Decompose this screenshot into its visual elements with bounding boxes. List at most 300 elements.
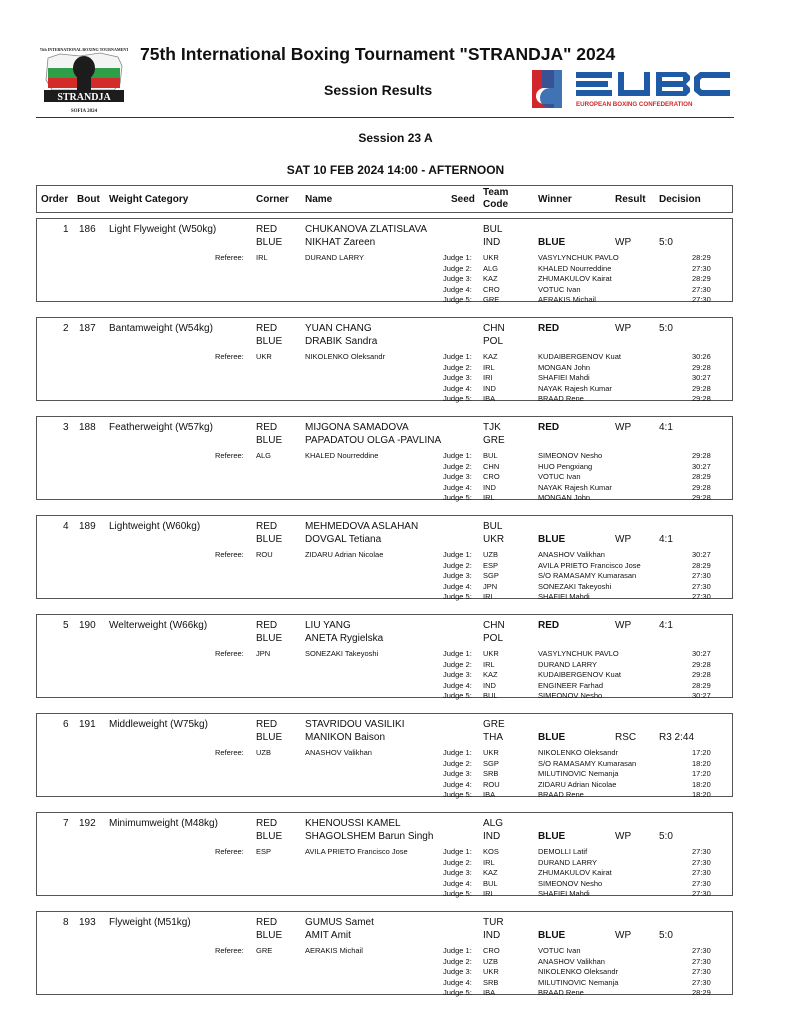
blue-team-code: UKR: [483, 534, 505, 545]
decision: 5:0: [659, 323, 673, 334]
judge-score: 27:30: [692, 295, 711, 304]
bout-number: 192: [79, 818, 96, 829]
judge-team: UZB: [483, 956, 498, 966]
judge-score: 28:29: [692, 560, 711, 570]
blue-team-code: IND: [483, 237, 501, 248]
weight-category: Welterweight (W66kg): [109, 620, 208, 631]
referee-label: Referee:: [215, 748, 244, 757]
judge-label: Judge 3:: [443, 571, 472, 580]
svg-text:SOFIA 2024: SOFIA 2024: [70, 109, 98, 114]
judge-label: Judge 5:: [443, 889, 472, 898]
result: WP: [615, 422, 632, 433]
blue-team-code: POL: [483, 633, 504, 644]
decision: R3 2:44: [659, 732, 695, 743]
judge-team: IRI: [483, 373, 493, 382]
judge-score: 30:27: [692, 373, 711, 382]
decision: 5:0: [659, 930, 673, 941]
referee-team: ROU: [256, 550, 273, 559]
judge-name: BRAAD Rene: [538, 790, 584, 799]
corner-blue: BLUE: [256, 237, 283, 248]
judge-score: 30:27: [692, 550, 711, 559]
corner-blue: BLUE: [256, 534, 283, 545]
judge-label: Judge 1:: [443, 253, 472, 262]
bout-row: [36, 812, 733, 896]
judge-label: Judge 1:: [443, 847, 472, 856]
judge-name: DURAND LARRY: [538, 659, 598, 669]
red-boxer-name: GUMUS Samet: [305, 917, 374, 928]
judge-label: Judge 4:: [443, 977, 472, 987]
judge-team: SGP: [483, 571, 499, 580]
corner-red: RED: [256, 323, 278, 334]
judge-score: 28:29: [692, 253, 711, 262]
col-name: Name: [305, 194, 333, 205]
judge-name: MILUTINOVIC Nemanja: [538, 769, 619, 778]
weight-category: Minimumweight (M48kg): [109, 818, 218, 829]
bout-row: [36, 515, 733, 599]
judge-score: 17:20: [692, 769, 711, 778]
order-number: 3: [63, 422, 69, 433]
judge-name: VOTUC Ivan: [538, 284, 581, 294]
strandja-logo: [40, 44, 128, 116]
judge-name: VASYLYNCHUK PAVLO: [538, 649, 619, 658]
red-team-code: BUL: [483, 224, 503, 235]
judge-team: SRB: [483, 977, 499, 987]
bout-number: 188: [79, 422, 96, 433]
judge-label: Judge 5:: [443, 493, 472, 502]
judge-name: ANASHOV Valikhan: [538, 956, 605, 966]
judge-name: SIMEONOV Nesho: [538, 451, 603, 460]
bout-number: 191: [79, 719, 96, 730]
judge-label: Judge 4:: [443, 779, 472, 789]
judge-score: 27:30: [692, 977, 711, 987]
corner-red: RED: [256, 818, 278, 829]
red-boxer-name: YUAN CHANG: [305, 323, 372, 334]
judge-score: 30:26: [692, 352, 711, 361]
referee-name: KHALED Nourreddine: [305, 451, 379, 460]
col-order: Order: [41, 194, 69, 205]
red-boxer-name: MIJGONA SAMADOVA: [305, 422, 409, 433]
col-team-code: Team Code: [483, 187, 509, 210]
judge-team: BUL: [483, 451, 498, 460]
judge-score: 28:29: [692, 680, 711, 690]
session-date: SAT 10 FEB 2024 14:00 - AFTERNOON: [286, 163, 505, 177]
col-decision: Decision: [659, 194, 701, 205]
referee-name: DURAND LARRY: [305, 253, 365, 262]
judge-score: 29:28: [692, 670, 711, 679]
result: WP: [615, 831, 632, 842]
referee-name: SONEZAKI Takeyoshi: [305, 649, 379, 658]
judge-team: IRL: [483, 362, 495, 372]
winner: RED: [538, 620, 560, 631]
judge-name: DURAND LARRY: [538, 857, 598, 867]
decision: 4:1: [659, 534, 673, 545]
judge-label: Judge 5:: [443, 394, 472, 403]
judge-score: 27:30: [692, 956, 711, 966]
result: WP: [615, 323, 632, 334]
blue-boxer-name: DOVGAL Tetiana: [305, 534, 382, 545]
order-number: 5: [63, 620, 69, 631]
judge-name: MONGAN John: [538, 493, 591, 502]
judge-team: BUL: [483, 878, 498, 888]
red-boxer-name: LIU YANG: [305, 620, 351, 631]
winner: BLUE: [538, 237, 566, 248]
result: RSC: [615, 732, 637, 743]
judge-team: IBA: [483, 790, 496, 799]
judge-score: 29:28: [692, 659, 711, 669]
judge-score: 28:29: [692, 472, 711, 481]
judge-label: Judge 3:: [443, 868, 472, 877]
judge-score: 27:30: [692, 967, 711, 976]
col-bout: Bout: [77, 194, 100, 205]
red-team-code: BUL: [483, 521, 503, 532]
svg-text:EUROPEAN BOXING CONFEDERATION: EUROPEAN BOXING CONFEDERATION: [576, 101, 693, 108]
judge-label: Judge 1:: [443, 550, 472, 559]
blue-boxer-name: DRABIK Sandra: [305, 336, 378, 347]
bout-row: [36, 911, 733, 995]
judge-score: 27:30: [692, 592, 711, 601]
judge-team: CRO: [483, 284, 500, 294]
judge-label: Judge 4:: [443, 878, 472, 888]
judge-name: S/O RAMASAMY Kumarasan: [538, 758, 637, 768]
judge-team: IND: [483, 383, 496, 393]
referee-team: JPN: [256, 649, 271, 658]
result: WP: [615, 620, 632, 631]
corner-red: RED: [256, 224, 278, 235]
referee-label: Referee:: [215, 649, 244, 658]
corner-red: RED: [256, 917, 278, 928]
judge-team: IND: [483, 680, 496, 690]
blue-boxer-name: SHAGOLSHEM Barun Singh: [305, 831, 434, 842]
table-header: [36, 185, 733, 213]
judge-team: KAZ: [483, 670, 498, 679]
judge-name: NAYAK Rajesh Kumar: [538, 482, 612, 492]
judge-name: VASYLYNCHUK PAVLO: [538, 253, 619, 262]
page-subtitle: Session Results: [324, 82, 433, 98]
judge-score: 27:30: [692, 263, 711, 273]
order-number: 8: [63, 917, 69, 928]
judge-name: AVILA PRIETO Francisco Jose: [538, 560, 641, 570]
referee-label: Referee:: [215, 550, 244, 559]
judge-label: Judge 4:: [443, 680, 472, 690]
judge-score: 18:20: [692, 790, 711, 799]
judge-name: BRAAD Rene: [538, 394, 584, 403]
corner-blue: BLUE: [256, 336, 283, 347]
judge-score: 30:27: [692, 649, 711, 658]
judge-label: Judge 5:: [443, 691, 472, 700]
col-winner: Winner: [538, 194, 572, 205]
judge-score: 27:30: [692, 284, 711, 294]
corner-blue: BLUE: [256, 831, 283, 842]
red-boxer-name: MEHMEDOVA ASLAHAN: [305, 521, 419, 532]
judge-team: ALG: [483, 263, 499, 273]
judge-score: 29:28: [692, 493, 711, 502]
bout-number: 189: [79, 521, 96, 532]
judge-label: Judge 2:: [443, 263, 472, 273]
judge-label: Judge 3:: [443, 373, 472, 382]
judge-name: VOTUC Ivan: [538, 946, 581, 955]
judge-score: 27:30: [692, 889, 711, 898]
judge-name: ZHUMAKULOV Kairat: [538, 274, 612, 283]
judge-score: 29:28: [692, 394, 711, 403]
referee-name: ZIDARU Adrian Nicolae: [305, 550, 384, 559]
judge-label: Judge 3:: [443, 472, 472, 481]
judge-score: 27:30: [692, 847, 711, 856]
judge-team: KOS: [483, 847, 499, 856]
judge-label: Judge 4:: [443, 383, 472, 393]
decision: 5:0: [659, 831, 673, 842]
weight-category: Light Flyweight (W50kg): [109, 224, 217, 235]
judge-label: Judge 1:: [443, 451, 472, 460]
judge-label: Judge 4:: [443, 482, 472, 492]
referee-team: ALG: [256, 451, 272, 460]
judge-team: JPN: [483, 581, 498, 591]
blue-boxer-name: MANIKON Baison: [305, 732, 386, 743]
judge-team: BUL: [483, 691, 498, 700]
judge-label: Judge 2:: [443, 461, 472, 471]
bout-row: [36, 416, 733, 500]
judge-name: HUO Pengxiang: [538, 461, 593, 471]
result: WP: [615, 237, 632, 248]
judge-label: Judge 1:: [443, 748, 472, 757]
judge-score: 30:27: [692, 461, 711, 471]
order-number: 7: [63, 818, 69, 829]
judge-team: UZB: [483, 550, 498, 559]
referee-label: Referee:: [215, 451, 244, 460]
referee-team: UZB: [256, 748, 271, 757]
judge-label: Judge 3:: [443, 670, 472, 679]
weight-category: Bantamweight (W54kg): [109, 323, 213, 334]
judge-label: Judge 2:: [443, 956, 472, 966]
judge-score: 17:20: [692, 748, 711, 757]
red-team-code: TUR: [483, 917, 504, 928]
judge-name: SHAFIEI Mahdi: [538, 373, 590, 382]
weight-category: Featherweight (W57kg): [109, 422, 213, 433]
judge-team: IRI: [483, 889, 493, 898]
weight-category: Lightweight (W60kg): [109, 521, 201, 532]
judge-label: Judge 1:: [443, 946, 472, 955]
judge-label: Judge 3:: [443, 274, 472, 283]
judge-name: VOTUC Ivan: [538, 472, 581, 481]
judge-team: ESP: [483, 560, 499, 570]
judge-name: ANASHOV Valikhan: [538, 550, 605, 559]
judge-team: IRI: [483, 592, 493, 601]
judge-label: Judge 2:: [443, 659, 472, 669]
judge-score: 29:28: [692, 362, 711, 372]
judge-name: SHAFIEI Mahdi: [538, 592, 590, 601]
judge-team: KAZ: [483, 868, 498, 877]
judge-name: KUDAIBERGENOV Kuat: [538, 352, 621, 361]
weight-category: Middleweight (W75kg): [109, 719, 208, 730]
referee-name: AERAKIS Michail: [305, 946, 363, 955]
decision: 5:0: [659, 237, 673, 248]
referee-team: GRE: [256, 946, 273, 955]
order-number: 2: [63, 323, 69, 334]
corner-red: RED: [256, 620, 278, 631]
judge-label: Judge 2:: [443, 560, 472, 570]
judge-score: 27:30: [692, 946, 711, 955]
judge-team: UKR: [483, 253, 499, 262]
judge-score: 29:28: [692, 482, 711, 492]
judge-name: AERAKIS Michail: [538, 295, 596, 304]
svg-text:STRANDJA: STRANDJA: [57, 92, 111, 103]
winner: BLUE: [538, 732, 566, 743]
judge-name: NIKOLENKO Oleksandr: [538, 748, 619, 757]
corner-blue: BLUE: [256, 930, 283, 941]
blue-team-code: THA: [483, 732, 503, 743]
judge-label: Judge 2:: [443, 362, 472, 372]
bout-row: [36, 614, 733, 698]
winner: BLUE: [538, 930, 566, 941]
red-team-code: CHN: [483, 323, 505, 334]
judge-team: KAZ: [483, 274, 498, 283]
judge-label: Judge 2:: [443, 758, 472, 768]
judge-team: IBA: [483, 988, 496, 997]
judge-team: IRL: [483, 659, 495, 669]
blue-team-code: IND: [483, 831, 501, 842]
judge-score: 18:20: [692, 779, 711, 789]
referee-name: NIKOLENKO Oleksandr: [305, 352, 386, 361]
result: WP: [615, 930, 632, 941]
red-team-code: ALG: [483, 818, 504, 829]
bout-number: 187: [79, 323, 96, 334]
red-boxer-name: KHENOUSSI KAMEL: [305, 818, 401, 829]
red-boxer-name: CHUKANOVA ZLATISLAVA: [305, 224, 428, 235]
bout-row: [36, 218, 733, 302]
col-weight-category: Weight Category: [109, 194, 189, 205]
judge-score: 29:28: [692, 383, 711, 393]
judge-team: UKR: [483, 748, 499, 757]
referee-name: ANASHOV Valikhan: [305, 748, 372, 757]
judge-label: Judge 4:: [443, 581, 472, 591]
judge-label: Judge 1:: [443, 352, 472, 361]
eubc-logo: [530, 68, 734, 110]
judge-team: KAZ: [483, 352, 498, 361]
weight-category: Flyweight (M51kg): [109, 917, 191, 928]
judge-name: BRAAD Rene: [538, 988, 584, 997]
order-number: 1: [63, 224, 69, 235]
judge-label: Judge 3:: [443, 769, 472, 778]
judge-name: ENGINEER Farhad: [538, 680, 604, 690]
page-title: 75th International Boxing Tournament "STRANDJA" 2024: [140, 44, 616, 64]
judge-team: IRL: [483, 493, 495, 502]
judge-name: KHALED Nourreddine: [538, 263, 612, 273]
judge-score: 27:30: [692, 571, 711, 580]
judge-team: SGP: [483, 758, 499, 768]
judge-team: SRB: [483, 769, 499, 778]
referee-name: AVILA PRIETO Francisco Jose: [305, 847, 408, 856]
judge-score: 28:29: [692, 274, 711, 283]
judge-name: NAYAK Rajesh Kumar: [538, 383, 612, 393]
judge-name: MILUTINOVIC Nemanja: [538, 977, 619, 987]
judge-name: ZHUMAKULOV Kairat: [538, 868, 612, 877]
judge-name: S/O RAMASAMY Kumarasan: [538, 571, 637, 580]
result: WP: [615, 534, 632, 545]
judge-label: Judge 5:: [443, 592, 472, 601]
header-divider: [36, 117, 734, 118]
blue-boxer-name: NIKHAT Zareen: [305, 237, 376, 248]
col-corner: Corner: [256, 194, 289, 205]
blue-boxer-name: PAPADATOU OLGA -PAVLINA: [305, 435, 442, 446]
red-boxer-name: STAVRIDOU VASILIKI: [305, 719, 405, 730]
corner-red: RED: [256, 422, 278, 433]
corner-blue: BLUE: [256, 732, 283, 743]
judge-label: Judge 5:: [443, 790, 472, 799]
corner-red: RED: [256, 521, 278, 532]
winner: BLUE: [538, 831, 566, 842]
blue-boxer-name: AMIT Amit: [305, 930, 351, 941]
judge-label: Judge 1:: [443, 649, 472, 658]
referee-label: Referee:: [215, 352, 244, 361]
referee-label: Referee:: [215, 946, 244, 955]
judge-team: IND: [483, 482, 496, 492]
judge-label: Judge 4:: [443, 284, 472, 294]
judge-team: CRO: [483, 946, 500, 955]
judge-team: IBA: [483, 394, 496, 403]
bout-number: 193: [79, 917, 96, 928]
winner: BLUE: [538, 534, 566, 545]
judge-team: UKR: [483, 649, 499, 658]
judge-name: DEMOLLI Latif: [538, 847, 588, 856]
decision: 4:1: [659, 422, 673, 433]
bout-number: 186: [79, 224, 96, 235]
blue-team-code: GRE: [483, 435, 505, 446]
judge-score: 30:27: [692, 691, 711, 700]
judge-label: Judge 2:: [443, 857, 472, 867]
blue-team-code: IND: [483, 930, 501, 941]
judge-score: 27:30: [692, 868, 711, 877]
red-team-code: GRE: [483, 719, 505, 730]
judge-name: SONEZAKI Takeyoshi: [538, 581, 612, 591]
blue-boxer-name: ANETA Rygielska: [305, 633, 384, 644]
judge-score: 28:29: [692, 988, 711, 997]
judge-name: SHAFIEI Mahdi: [538, 889, 590, 898]
referee-team: ESP: [256, 847, 272, 856]
svg-text:75th INTERNATIONAL BOXING TOUR: 75th INTERNATIONAL BOXING TOURNAMENT: [40, 47, 128, 52]
decision: 4:1: [659, 620, 673, 631]
judge-score: 18:20: [692, 758, 711, 768]
red-team-code: TJK: [483, 422, 501, 433]
judge-label: Judge 3:: [443, 967, 472, 976]
corner-blue: BLUE: [256, 435, 283, 446]
bout-row: [36, 317, 733, 401]
judge-name: NIKOLENKO Oleksandr: [538, 967, 619, 976]
judge-score: 27:30: [692, 878, 711, 888]
winner: RED: [538, 323, 560, 334]
corner-red: RED: [256, 719, 278, 730]
judge-name: KUDAIBERGENOV Kuat: [538, 670, 621, 679]
red-team-code: CHN: [483, 620, 505, 631]
col-seed: Seed: [451, 194, 475, 205]
judge-name: MONGAN John: [538, 362, 591, 372]
bout-number: 190: [79, 620, 96, 631]
judge-team: CHN: [483, 461, 500, 471]
judge-name: ZIDARU Adrian Nicolae: [538, 779, 617, 789]
judge-name: SIMEONOV Nesho: [538, 691, 603, 700]
referee-label: Referee:: [215, 253, 244, 262]
referee-label: Referee:: [215, 847, 244, 856]
judge-score: 29:28: [692, 451, 711, 460]
bout-row: [36, 713, 733, 797]
corner-blue: BLUE: [256, 633, 283, 644]
order-number: 6: [63, 719, 69, 730]
judge-team: CRO: [483, 472, 500, 481]
judge-team: ROU: [483, 779, 500, 789]
session-label: Session 23 A: [358, 131, 433, 145]
referee-team: UKR: [256, 352, 272, 361]
col-result: Result: [615, 194, 646, 205]
referee-team: IRL: [256, 253, 268, 262]
blue-team-code: POL: [483, 336, 504, 347]
